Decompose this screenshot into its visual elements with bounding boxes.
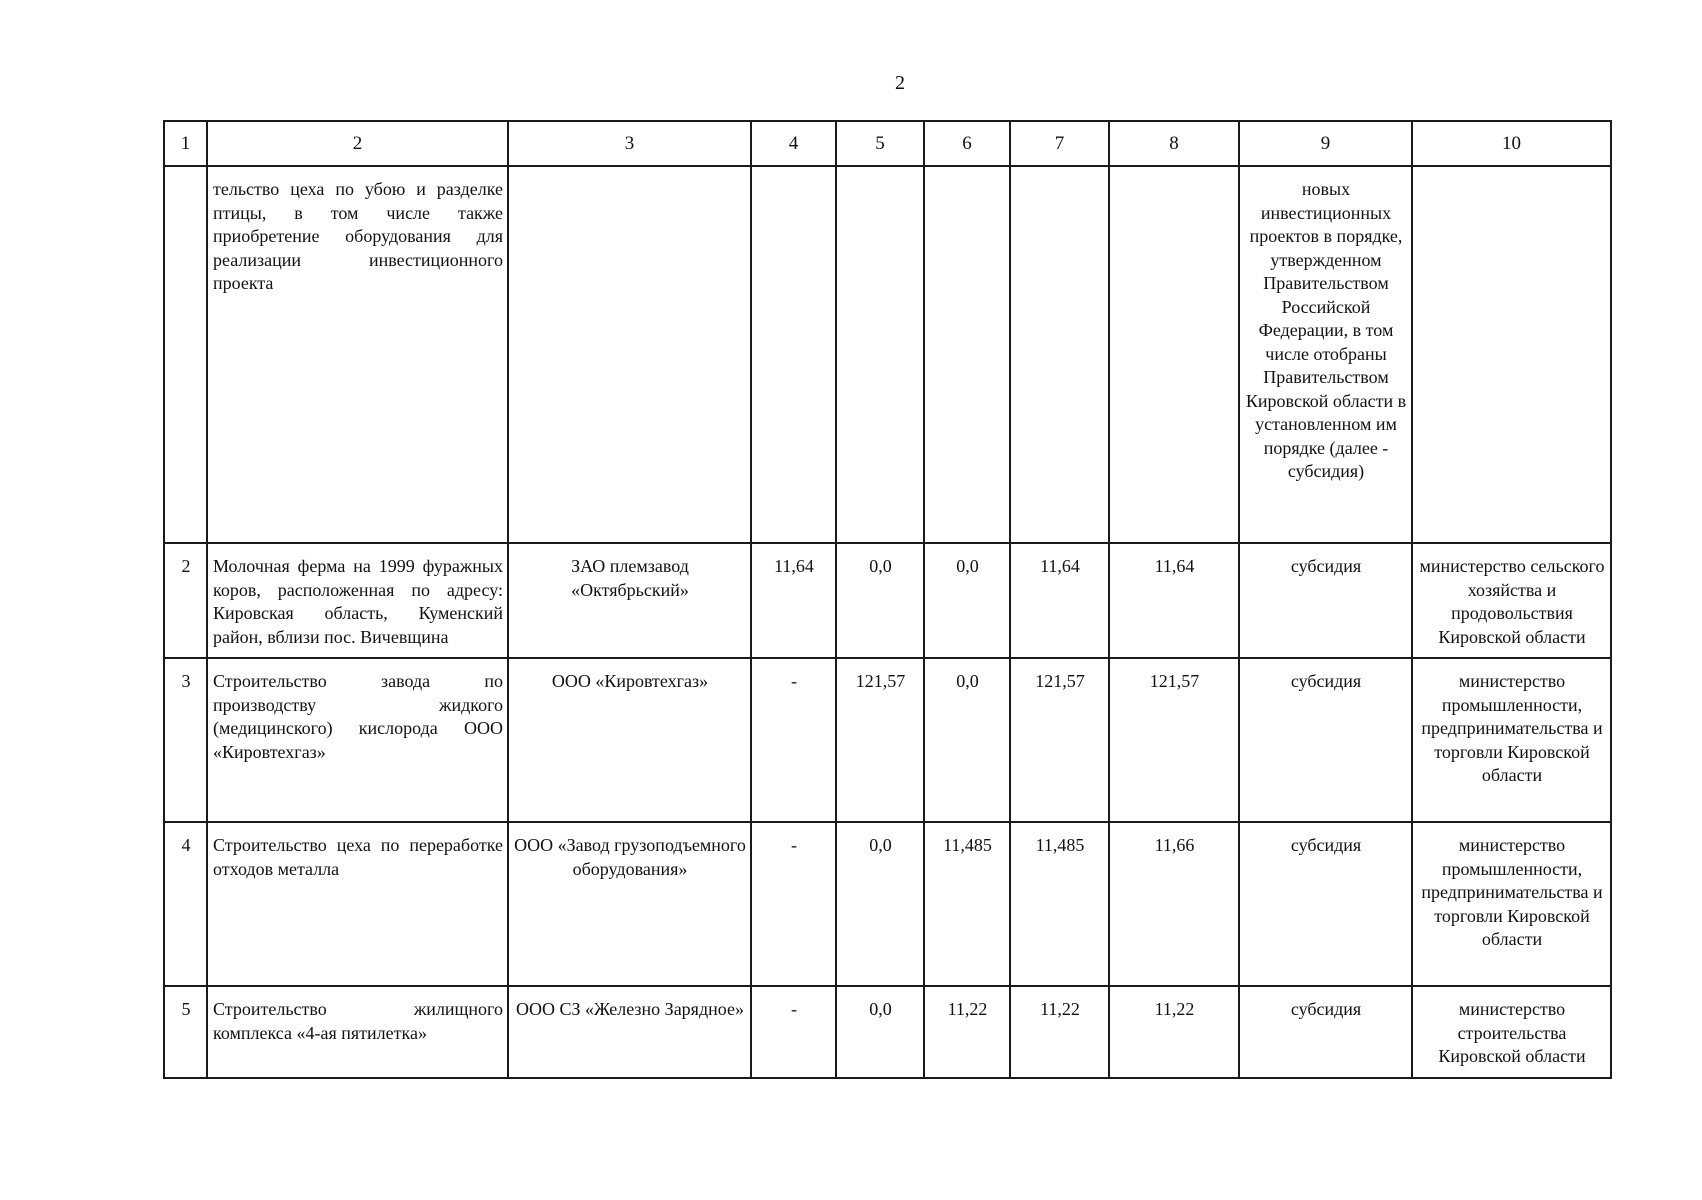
company-name: ООО «Кировтехгаз» bbox=[508, 658, 751, 822]
value-col8: 121,57 bbox=[1109, 658, 1239, 822]
continuation-company-cell bbox=[508, 166, 751, 543]
column-header-6: 6 bbox=[924, 121, 1010, 166]
project-name: Строительство цеха по переработке отходов металла bbox=[207, 822, 508, 986]
value-col6: 11,22 bbox=[924, 986, 1010, 1078]
company-name: ЗАО племзавод «Октябрьский» bbox=[508, 543, 751, 658]
row-number: 4 bbox=[164, 822, 207, 986]
continuation-name-cell: тельство цеха по убою и разделке птицы, в том числе также приобретение оборудования для реализации инвестиционного проекта bbox=[207, 166, 508, 543]
column-header-7: 7 bbox=[1010, 121, 1109, 166]
continuation-c7-cell bbox=[1010, 166, 1109, 543]
column-number-row bbox=[164, 121, 1611, 166]
responsible-ministry: министерство сельского хозяйства и продовольствия Кировской области bbox=[1412, 543, 1611, 658]
column-header-5: 5 bbox=[836, 121, 924, 166]
value-col8: 11,66 bbox=[1109, 822, 1239, 986]
column-header-2: 2 bbox=[207, 121, 508, 166]
project-name: Строительство жилищного комплекса «4-ая пятилетка» bbox=[207, 986, 508, 1078]
table-row bbox=[164, 658, 1611, 822]
responsible-ministry: министерство строительства Кировской области bbox=[1412, 986, 1611, 1078]
row-number: 3 bbox=[164, 658, 207, 822]
project-name: Молочная ферма на 1999 фуражных коров, расположенная по адресу: Кировская область, Куменский район, вблизи пос. Вичевщина bbox=[207, 543, 508, 658]
value-col7: 121,57 bbox=[1010, 658, 1109, 822]
row-number: 5 bbox=[164, 986, 207, 1078]
value-col6: 11,485 bbox=[924, 822, 1010, 986]
column-header-10: 10 bbox=[1412, 121, 1611, 166]
value-col5: 0,0 bbox=[836, 543, 924, 658]
continuation-c6-cell bbox=[924, 166, 1010, 543]
value-col4: - bbox=[751, 822, 836, 986]
project-name: Строительство завода по производству жидкого (медицинского) кислорода ООО «Кировтехгаз» bbox=[207, 658, 508, 822]
responsible-ministry: министерство промышленности, предпринимательства и торговли Кировской области bbox=[1412, 658, 1611, 822]
column-header-3: 3 bbox=[508, 121, 751, 166]
company-name: ООО СЗ «Железно Зарядное» bbox=[508, 986, 751, 1078]
page-number: 2 bbox=[895, 72, 905, 94]
support-type: субсидия bbox=[1239, 822, 1412, 986]
value-col6: 0,0 bbox=[924, 658, 1010, 822]
value-col7: 11,64 bbox=[1010, 543, 1109, 658]
investment-projects-table bbox=[163, 120, 1612, 1079]
value-col8: 11,22 bbox=[1109, 986, 1239, 1078]
value-col5: 0,0 bbox=[836, 986, 924, 1078]
continuation-row bbox=[164, 166, 1611, 543]
continuation-num-cell bbox=[164, 166, 207, 543]
row-number: 2 bbox=[164, 543, 207, 658]
continuation-c8-cell bbox=[1109, 166, 1239, 543]
continuation-c4-cell bbox=[751, 166, 836, 543]
value-col7: 11,22 bbox=[1010, 986, 1109, 1078]
table-row bbox=[164, 986, 1611, 1078]
continuation-c5-cell bbox=[836, 166, 924, 543]
support-type: субсидия bbox=[1239, 986, 1412, 1078]
value-col4: - bbox=[751, 986, 836, 1078]
table-row bbox=[164, 822, 1611, 986]
column-header-8: 8 bbox=[1109, 121, 1239, 166]
column-header-9: 9 bbox=[1239, 121, 1412, 166]
table-row bbox=[164, 543, 1611, 658]
value-col4: 11,64 bbox=[751, 543, 836, 658]
support-type: субсидия bbox=[1239, 658, 1412, 822]
company-name: ООО «Завод грузоподъемного оборудования» bbox=[508, 822, 751, 986]
value-col5: 0,0 bbox=[836, 822, 924, 986]
responsible-ministry: министерство промышленности, предпринимательства и торговли Кировской области bbox=[1412, 822, 1611, 986]
value-col7: 11,485 bbox=[1010, 822, 1109, 986]
continuation-support-cell: новых инвестиционных проектов в порядке, утвержденном Правительством Российской Федерации, в том числе отобраны Правительством Кировской области в установленном им порядке (далее - субсидия) bbox=[1239, 166, 1412, 543]
support-type: субсидия bbox=[1239, 543, 1412, 658]
column-header-4: 4 bbox=[751, 121, 836, 166]
value-col4: - bbox=[751, 658, 836, 822]
column-header-1: 1 bbox=[164, 121, 207, 166]
value-col6: 0,0 bbox=[924, 543, 1010, 658]
value-col8: 11,64 bbox=[1109, 543, 1239, 658]
value-col5: 121,57 bbox=[836, 658, 924, 822]
continuation-c10-cell bbox=[1412, 166, 1611, 543]
